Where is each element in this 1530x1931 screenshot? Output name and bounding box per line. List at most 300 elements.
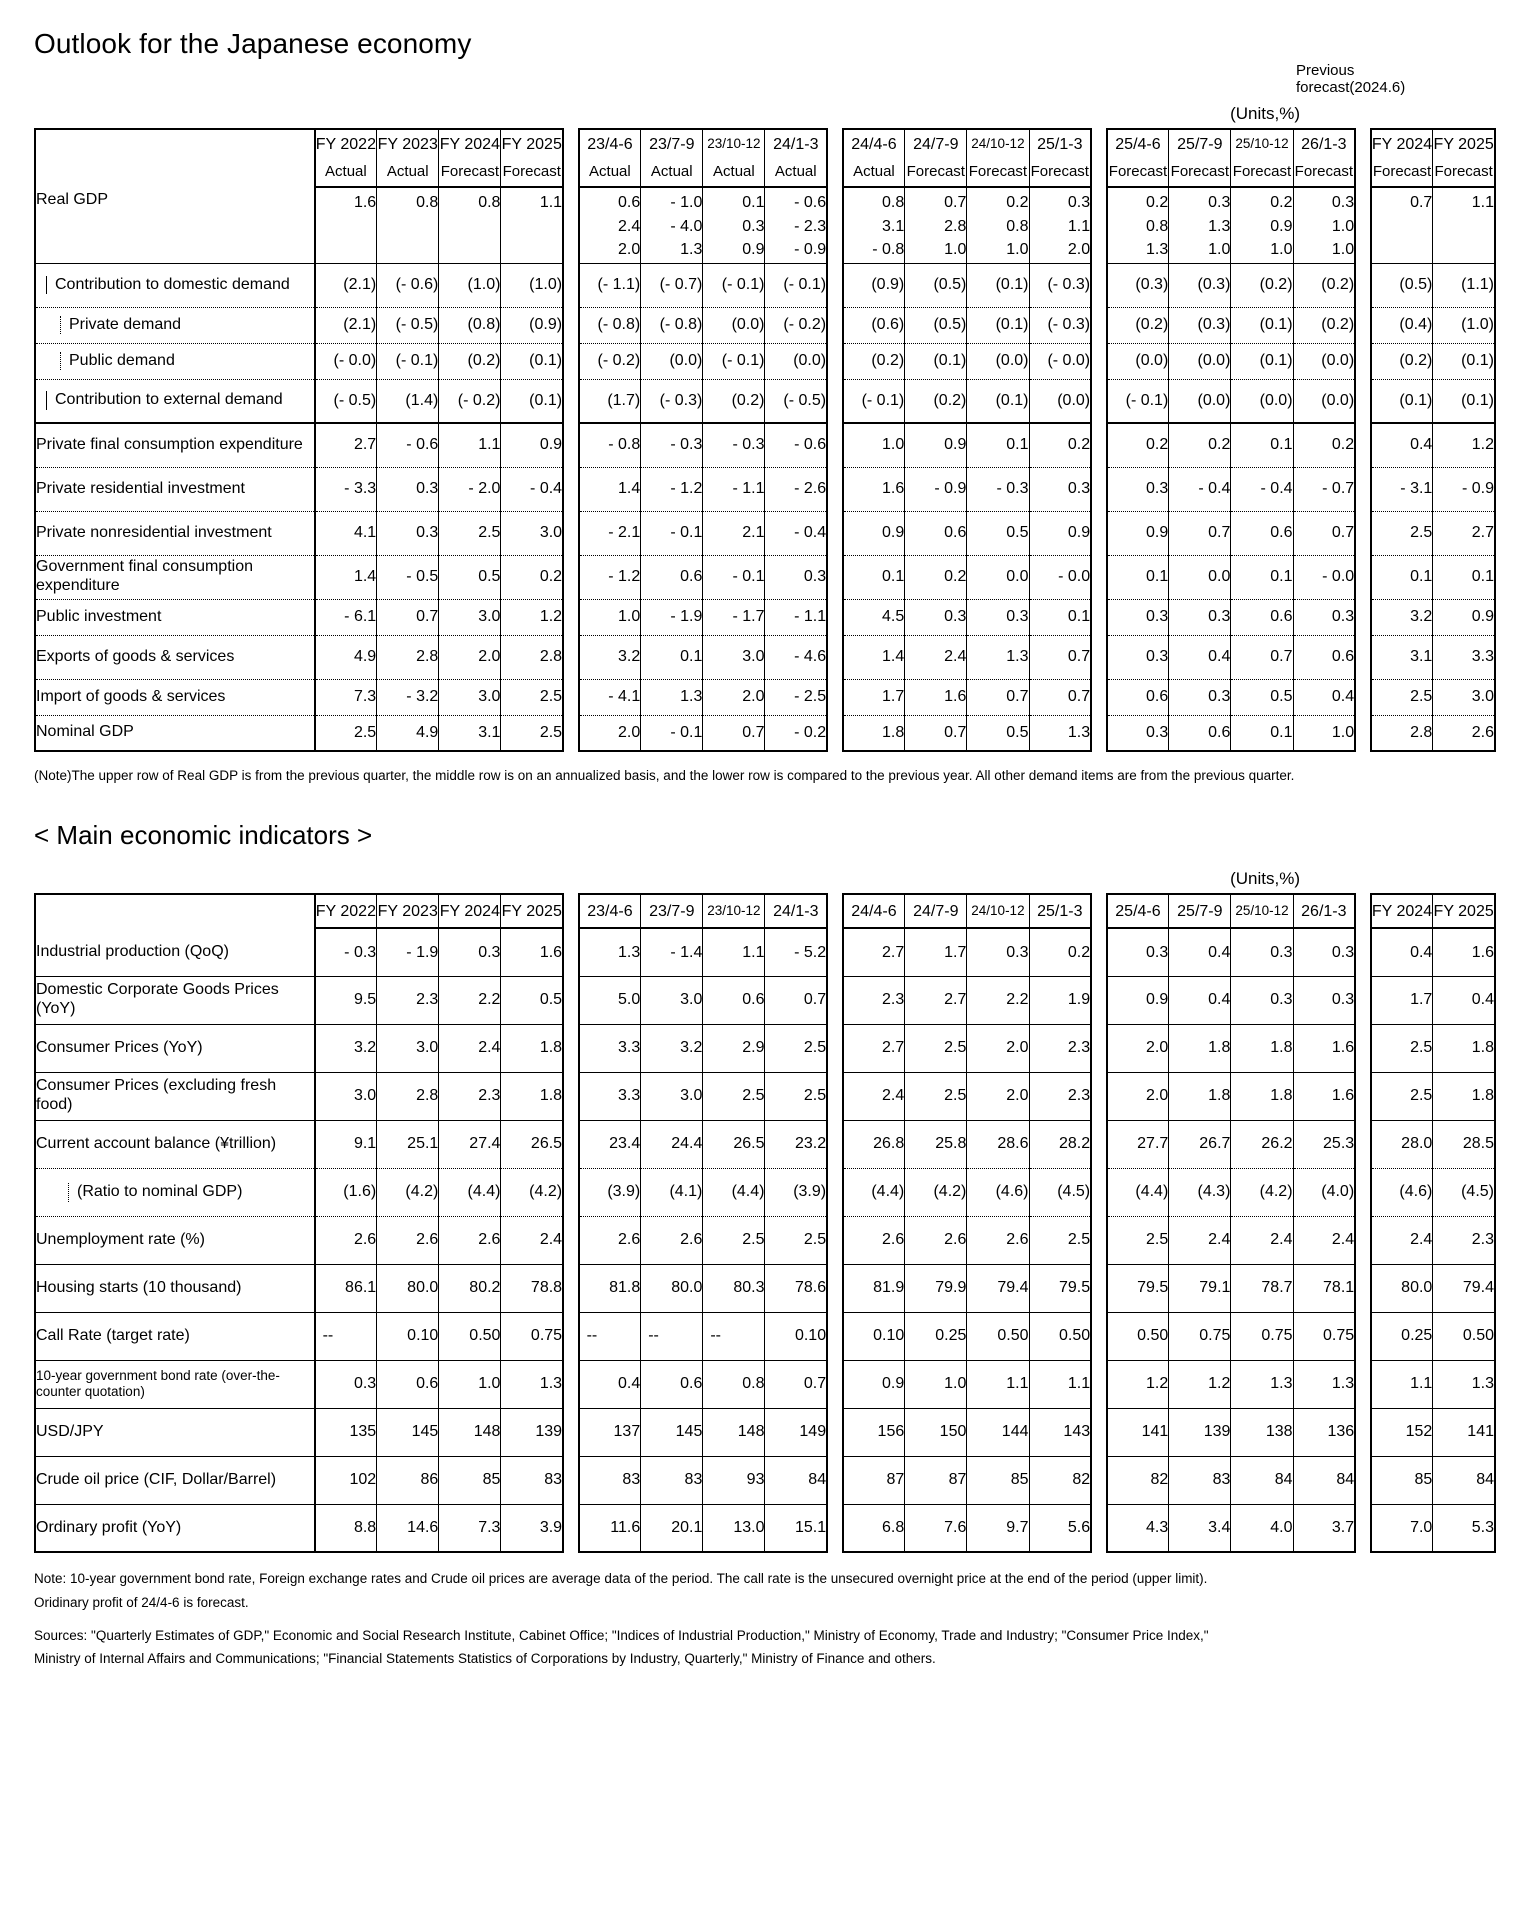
group-gap (1091, 379, 1107, 423)
group-gap (827, 1120, 843, 1168)
data-cell: (- 0.5) (765, 379, 827, 423)
value-annualized: 1.3 (1208, 217, 1231, 235)
data-cell: (0.2) (439, 343, 501, 379)
data-cell: 0.3 (1231, 976, 1293, 1024)
data-cell-triple (1029, 187, 1091, 263)
data-cell: 3.0 (641, 976, 703, 1024)
data-cell: (0.1) (1231, 307, 1293, 343)
data-cell: - 1.4 (641, 928, 703, 976)
value-annualized: 2.4 (617, 217, 641, 235)
data-cell: 0.2 (1293, 423, 1355, 467)
data-cell: 3.4 (1169, 1504, 1231, 1552)
data-cell: 1.3 (1231, 1360, 1293, 1408)
data-cell: (0.1) (1433, 343, 1495, 379)
data-cell: 141 (1433, 1408, 1495, 1456)
data-cell-triple (905, 187, 967, 263)
value-qoq: 0.8 (478, 194, 501, 211)
data-cell: - 1.7 (703, 599, 765, 635)
value-annualized: 0.8 (1146, 217, 1169, 235)
group-gap (827, 307, 843, 343)
table-row (35, 343, 1495, 379)
data-cell: 2.5 (1371, 511, 1433, 555)
data-cell: (- 0.3) (1029, 307, 1091, 343)
data-cell: 1.1 (439, 423, 501, 467)
group-gap (1091, 976, 1107, 1024)
data-cell: (- 0.3) (641, 379, 703, 423)
group-gap (1091, 1408, 1107, 1456)
row-label (35, 1216, 315, 1264)
data-cell: 1.8 (1231, 1024, 1293, 1072)
data-cell: 1.3 (1433, 1360, 1495, 1408)
row-label-text: Contribution to domestic demand (55, 275, 290, 293)
data-cell: 145 (377, 1408, 439, 1456)
data-cell: 0.0 (1169, 555, 1231, 599)
data-cell: 0.3 (765, 555, 827, 599)
row-label-text: (Ratio to nominal GDP) (77, 1182, 243, 1200)
data-cell: 23.4 (579, 1120, 641, 1168)
data-cell: 3.3 (579, 1024, 641, 1072)
data-cell: 0.4 (1169, 635, 1231, 679)
group-gap (827, 1504, 843, 1552)
group-gap (827, 129, 843, 187)
data-cell: 1.3 (1293, 1360, 1355, 1408)
data-cell: 26.7 (1169, 1120, 1231, 1168)
data-cell: 5.0 (579, 976, 641, 1024)
data-cell: - 1.1 (703, 467, 765, 511)
previous-forecast-line2: forecast(2024.6) (1296, 79, 1406, 97)
row-label (35, 679, 315, 715)
data-cell: (0.2) (905, 379, 967, 423)
group-gap (563, 635, 579, 679)
data-cell: (4.3) (1169, 1168, 1231, 1216)
indent-guide (46, 391, 314, 410)
value-yoy: 2.0 (1067, 241, 1091, 258)
data-cell: 1.0 (439, 1360, 501, 1408)
group-gap (827, 599, 843, 635)
table2-note-line2: Oridinary profit of 24/4-6 is forecast. (34, 1594, 249, 1610)
row-label (35, 976, 315, 1024)
data-cell: 141 (1107, 1408, 1169, 1456)
value-yoy: 0.9 (742, 241, 765, 258)
data-cell: (2.1) (315, 263, 377, 307)
data-cell: (1.4) (377, 379, 439, 423)
data-cell: 0.3 (1231, 928, 1293, 976)
group-gap (1355, 1264, 1371, 1312)
row-label-text: Domestic Corporate Goods Prices (YoY) (36, 981, 279, 1018)
data-cell: 9.1 (315, 1120, 377, 1168)
data-cell: (- 0.0) (1029, 343, 1091, 379)
group-gap (1355, 976, 1371, 1024)
data-cell: (0.0) (967, 343, 1029, 379)
data-cell: 145 (641, 1408, 703, 1456)
data-cell: 0.75 (1169, 1312, 1231, 1360)
data-cell: 148 (703, 1408, 765, 1456)
data-cell: 3.0 (641, 1072, 703, 1120)
table-row (35, 928, 1495, 976)
data-cell: 81.8 (579, 1264, 641, 1312)
value-yoy: - 0.9 (794, 241, 827, 258)
group-gap (1355, 1408, 1371, 1456)
data-cell: 0.50 (1433, 1312, 1495, 1360)
group-gap (563, 423, 579, 467)
data-cell: - 2.1 (579, 511, 641, 555)
row-label-text: Private residential investment (36, 479, 245, 497)
value-qoq: 0.2 (1146, 194, 1169, 211)
data-cell: (0.1) (1433, 379, 1495, 423)
data-cell: 0.3 (1029, 467, 1091, 511)
data-cell: (- 0.8) (579, 307, 641, 343)
data-cell: 11.6 (579, 1504, 641, 1552)
data-cell: - 0.9 (905, 467, 967, 511)
table-row (35, 1312, 1495, 1360)
data-cell: 2.3 (1433, 1216, 1495, 1264)
data-cell: 0.1 (843, 555, 905, 599)
data-cell: 0.0 (967, 555, 1029, 599)
group-gap (827, 635, 843, 679)
data-cell: 83 (1169, 1456, 1231, 1504)
data-cell: 1.7 (1371, 976, 1433, 1024)
data-cell: 28.2 (1029, 1120, 1091, 1168)
group-gap (1355, 894, 1371, 928)
data-cell: 0.7 (1029, 635, 1091, 679)
value-qoq: - 0.6 (794, 194, 827, 211)
data-cell: 1.8 (501, 1024, 563, 1072)
data-cell: 1.0 (843, 423, 905, 467)
row-label-text: Private final consumption expenditure (36, 435, 303, 453)
data-cell: 0.6 (1107, 679, 1169, 715)
data-cell: 0.2 (1107, 423, 1169, 467)
data-cell: 84 (1433, 1456, 1495, 1504)
header-corner-cell (35, 129, 315, 187)
value-yoy: 2.0 (617, 241, 641, 258)
data-cell: 0.25 (1371, 1312, 1433, 1360)
data-cell: - 1.1 (765, 599, 827, 635)
data-cell: 13.0 (703, 1504, 765, 1552)
data-cell: - 1.9 (377, 928, 439, 976)
data-cell: 0.7 (765, 976, 827, 1024)
data-cell: (0.5) (905, 307, 967, 343)
data-cell: 152 (1371, 1408, 1433, 1456)
data-cell: - 0.1 (641, 715, 703, 751)
data-cell: 7.3 (439, 1504, 501, 1552)
value-qoq: 1.1 (1471, 194, 1494, 211)
group-gap (1355, 467, 1371, 511)
data-cell: 79.9 (905, 1264, 967, 1312)
data-cell: 0.3 (439, 928, 501, 976)
data-cell: - 0.2 (765, 715, 827, 751)
data-cell: 87 (905, 1456, 967, 1504)
data-cell-triple (967, 187, 1029, 263)
col-header-period: 24/10-12 (967, 894, 1029, 928)
col-header-sub: Actual (703, 159, 765, 187)
col-header-sub: Forecast (1169, 159, 1231, 187)
data-cell: 86.1 (315, 1264, 377, 1312)
group-gap (1355, 129, 1371, 187)
data-cell: 0.6 (641, 555, 703, 599)
data-cell: (0.1) (967, 307, 1029, 343)
data-cell: 2.6 (1433, 715, 1495, 751)
col-header-period: FY 2025 (1433, 129, 1495, 159)
data-cell: (- 1.1) (579, 263, 641, 307)
group-gap (563, 1408, 579, 1456)
table-row (35, 1120, 1495, 1168)
col-header-sub: Actual (315, 159, 377, 187)
group-gap (563, 307, 579, 343)
group-gap (563, 679, 579, 715)
col-header-period: FY 2024 (439, 894, 501, 928)
data-cell: 3.0 (439, 599, 501, 635)
group-gap (563, 1216, 579, 1264)
col-header-period: 24/7-9 (905, 894, 967, 928)
data-cell: 3.2 (1371, 599, 1433, 635)
data-cell: 4.9 (377, 715, 439, 751)
col-header-period: 25/7-9 (1169, 129, 1231, 159)
value-qoq: 0.2 (1006, 194, 1029, 211)
data-cell: - 2.6 (765, 467, 827, 511)
row-label-text: Private demand (69, 315, 182, 333)
data-cell: 0.2 (1029, 928, 1091, 976)
data-cell: 2.6 (641, 1216, 703, 1264)
col-header-period: 26/1-3 (1293, 894, 1355, 928)
data-cell: 82 (1107, 1456, 1169, 1504)
data-cell: (1.6) (315, 1168, 377, 1216)
data-cell: 2.5 (1029, 1216, 1091, 1264)
data-cell: (4.6) (967, 1168, 1029, 1216)
group-gap (563, 1024, 579, 1072)
data-cell: 2.8 (1371, 715, 1433, 751)
value-qoq: 0.1 (742, 194, 765, 211)
col-header-period: 24/10-12 (967, 129, 1029, 159)
row-label (35, 1168, 315, 1216)
data-cell: 148 (439, 1408, 501, 1456)
group-gap (1355, 1456, 1371, 1504)
main-indicators-table (34, 893, 1496, 1553)
data-cell: 3.0 (1433, 679, 1495, 715)
data-cell: (- 0.2) (765, 307, 827, 343)
data-cell: 4.1 (315, 511, 377, 555)
data-cell: 0.50 (967, 1312, 1029, 1360)
data-cell: 0.4 (1169, 976, 1231, 1024)
data-cell: 0.9 (843, 1360, 905, 1408)
data-cell: 0.4 (1293, 679, 1355, 715)
data-cell: 1.3 (641, 679, 703, 715)
data-cell: - 1.2 (641, 467, 703, 511)
group-gap (1355, 599, 1371, 635)
table-row (35, 1504, 1495, 1552)
group-gap (563, 263, 579, 307)
group-gap (827, 511, 843, 555)
col-header-period: 25/1-3 (1029, 129, 1091, 159)
data-cell: (0.8) (439, 307, 501, 343)
data-cell: 0.3 (1107, 928, 1169, 976)
value-annualized: 2.8 (944, 217, 967, 235)
group-gap (563, 379, 579, 423)
group-gap (563, 1120, 579, 1168)
row-label-text: Real GDP (36, 191, 109, 208)
data-cell: 0.3 (1107, 467, 1169, 511)
data-cell: 0.7 (1029, 679, 1091, 715)
group-gap (1091, 1456, 1107, 1504)
data-cell: 2.5 (315, 715, 377, 751)
data-cell: 0.3 (967, 599, 1029, 635)
data-cell: 2.5 (765, 1072, 827, 1120)
data-cell: 0.1 (1231, 555, 1293, 599)
table-row (35, 1168, 1495, 1216)
data-cell: - 0.1 (703, 555, 765, 599)
data-cell: 87 (843, 1456, 905, 1504)
data-cell: (- 0.5) (377, 307, 439, 343)
data-cell: 0.6 (1231, 511, 1293, 555)
data-cell: 84 (1231, 1456, 1293, 1504)
data-cell: 93 (703, 1456, 765, 1504)
data-cell: 0.9 (501, 423, 563, 467)
row-label-text: Unemployment rate (%) (36, 1230, 205, 1248)
data-cell: 2.5 (439, 511, 501, 555)
table-row (35, 1360, 1495, 1408)
data-cell: 2.4 (1169, 1216, 1231, 1264)
table1-note-text: (Note)The upper row of Real GDP is from the previous quarter, the middle row is on an annualized basis, and the lower row is compared to the previous year. All other demand items are from the previous quarter. (34, 768, 1295, 783)
value-qoq: 1.6 (353, 194, 377, 211)
data-cell: 0.3 (1293, 976, 1355, 1024)
data-cell: 0.3 (1107, 599, 1169, 635)
data-cell: 26.2 (1231, 1120, 1293, 1168)
data-cell: 0.6 (905, 511, 967, 555)
data-cell: 1.8 (843, 715, 905, 751)
row-label (35, 307, 315, 343)
value-yoy: 1.0 (944, 241, 967, 258)
data-cell: - 0.7 (1293, 467, 1355, 511)
group-gap (1091, 715, 1107, 751)
data-cell: 0.7 (1231, 635, 1293, 679)
row-label-text: USD/JPY (36, 1422, 104, 1440)
data-cell: 0.50 (1029, 1312, 1091, 1360)
data-cell: - 0.3 (315, 928, 377, 976)
row-label-text: 10-year government bond rate (over-the-counter quotation) (36, 1368, 280, 1400)
table-row (35, 679, 1495, 715)
col-header-sub: Actual (377, 159, 439, 187)
data-cell: (0.3) (1169, 307, 1231, 343)
group-gap (1355, 187, 1371, 263)
data-cell: 2.6 (377, 1216, 439, 1264)
group-gap (1355, 379, 1371, 423)
value-annualized: - 2.3 (794, 217, 827, 235)
group-gap (563, 555, 579, 599)
data-cell: (0.0) (1107, 343, 1169, 379)
data-cell: (1.0) (439, 263, 501, 307)
data-cell: 1.8 (1433, 1024, 1495, 1072)
data-cell: 2.0 (1107, 1072, 1169, 1120)
data-cell: 156 (843, 1408, 905, 1456)
value-annualized: 0.8 (1006, 217, 1029, 235)
col-header-sub: Forecast (1433, 159, 1495, 187)
data-cell: 0.3 (315, 1360, 377, 1408)
group-gap (1091, 467, 1107, 511)
data-cell: 0.5 (501, 976, 563, 1024)
data-cell: 1.9 (1029, 976, 1091, 1024)
col-header-period: FY 2025 (501, 129, 563, 159)
data-cell: (- 0.2) (439, 379, 501, 423)
data-cell: 0.5 (439, 555, 501, 599)
data-cell: 1.7 (843, 679, 905, 715)
group-gap (563, 1072, 579, 1120)
data-cell-triple (843, 187, 905, 263)
row-label (35, 1408, 315, 1456)
data-cell: 0.3 (905, 599, 967, 635)
data-cell: - 1.2 (579, 555, 641, 599)
row-label (35, 1120, 315, 1168)
group-gap (1091, 1504, 1107, 1552)
group-gap (1355, 307, 1371, 343)
group-gap (563, 1168, 579, 1216)
data-cell: (- 0.8) (641, 307, 703, 343)
data-cell: - 0.1 (641, 511, 703, 555)
group-gap (827, 1312, 843, 1360)
row-label (35, 511, 315, 555)
group-gap (563, 129, 579, 187)
row-label-text: Exports of goods & services (36, 647, 235, 665)
data-cell: -- (315, 1312, 377, 1360)
group-gap (1091, 1120, 1107, 1168)
group-gap (827, 1216, 843, 1264)
group-gap (827, 1072, 843, 1120)
data-cell: - 0.3 (703, 423, 765, 467)
col-header-period: 24/4-6 (843, 894, 905, 928)
data-cell: 2.6 (315, 1216, 377, 1264)
data-cell: - 0.6 (765, 423, 827, 467)
table-row (35, 1456, 1495, 1504)
data-cell: (0.4) (1371, 307, 1433, 343)
col-header-sub: Actual (843, 159, 905, 187)
row-label-text: Crude oil price (CIF, Dollar/Barrel) (36, 1470, 277, 1488)
data-cell: (0.2) (1293, 263, 1355, 307)
data-cell: (- 0.1) (377, 343, 439, 379)
data-cell: 1.3 (579, 928, 641, 976)
group-gap (1091, 928, 1107, 976)
table-row (35, 1216, 1495, 1264)
data-cell: 1.1 (703, 928, 765, 976)
data-cell: (0.5) (905, 263, 967, 307)
data-cell: (1.7) (579, 379, 641, 423)
data-cell: 1.6 (1293, 1024, 1355, 1072)
data-cell: 79.5 (1029, 1264, 1091, 1312)
table2-note (34, 1569, 1496, 1669)
data-cell: (3.9) (765, 1168, 827, 1216)
data-cell: (0.0) (1293, 379, 1355, 423)
data-cell: (4.4) (703, 1168, 765, 1216)
data-cell: 3.0 (501, 511, 563, 555)
data-cell: 0.6 (703, 976, 765, 1024)
data-cell: 0.4 (579, 1360, 641, 1408)
group-gap (563, 1312, 579, 1360)
group-gap (1091, 129, 1107, 187)
data-cell: 0.4 (1371, 928, 1433, 976)
data-cell: (4.5) (1029, 1168, 1091, 1216)
data-cell: 0.75 (1293, 1312, 1355, 1360)
data-cell: 2.6 (579, 1216, 641, 1264)
data-cell: 25.3 (1293, 1120, 1355, 1168)
data-cell: 2.4 (501, 1216, 563, 1264)
data-cell: 1.6 (905, 679, 967, 715)
group-gap (827, 263, 843, 307)
data-cell: 84 (1293, 1456, 1355, 1504)
data-cell: 2.3 (377, 976, 439, 1024)
data-cell: 2.5 (501, 679, 563, 715)
table-row (35, 635, 1495, 679)
data-cell-triple (439, 187, 501, 263)
group-gap (1091, 555, 1107, 599)
data-cell: 2.3 (439, 1072, 501, 1120)
row-label (35, 1504, 315, 1552)
